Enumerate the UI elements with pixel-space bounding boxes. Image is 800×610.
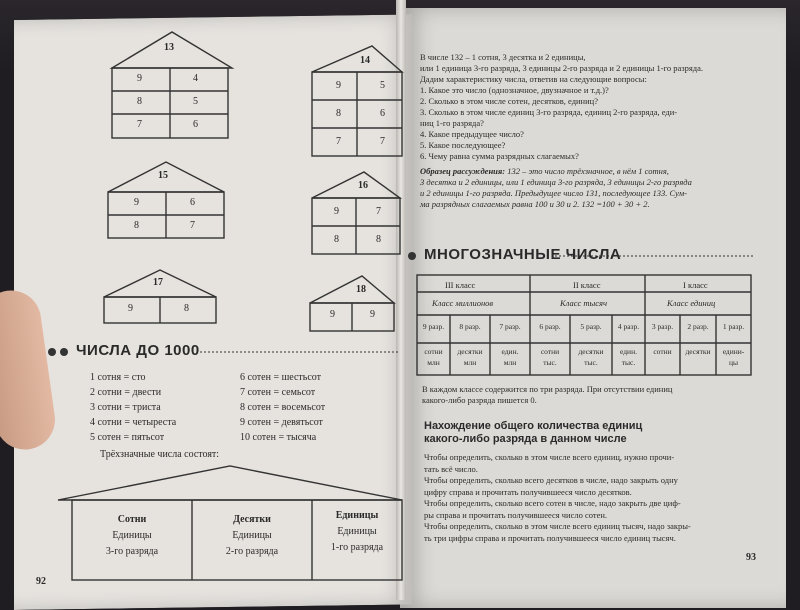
cell: 9 [128, 303, 133, 314]
column-tens [192, 512, 312, 560]
column-units [312, 508, 402, 556]
note-line: какого-либо разряда пишется 0. [422, 395, 537, 405]
column-line: Единицы [337, 526, 377, 537]
rank-label: 8 разр. [459, 322, 481, 331]
cell: 4 [193, 73, 198, 84]
question: 6. Чему равна сумма разрядных слагаемых? [420, 151, 579, 161]
house-top-13: 13 [164, 42, 174, 53]
rank-name: цы [728, 358, 739, 367]
rank-name: десятки [685, 347, 711, 356]
paragraph: В числе 132 – 1 сотня, 3 десятка и 2 единицы, [420, 52, 586, 62]
cell: 8 [376, 234, 381, 245]
rule-line: ры справа и прочитать получившееся число сотен. [424, 509, 608, 520]
house-top-15: 15 [158, 170, 168, 181]
column-line: 1-го разряда [330, 542, 384, 553]
cell: 9 [334, 206, 339, 217]
list-item: 7 сотен = семьсот [240, 387, 316, 398]
list-item: 1 сотня = сто [90, 372, 146, 383]
rank-name: тыс. [621, 358, 636, 367]
question: 3. Сколько в этом числе единиц 3-го разряда, единиц 2-го разряда, еди- [420, 107, 678, 117]
section-title-numbers-to-1000: ЧИСЛА ДО 1000 [76, 342, 200, 359]
rank-name: млн [503, 358, 517, 367]
rank-name: едини- [722, 347, 745, 356]
cell: 9 [330, 309, 335, 320]
class-label: I класс [683, 280, 708, 290]
note [422, 384, 762, 406]
cell: 7 [376, 206, 381, 217]
rank-name: млн [427, 358, 440, 367]
sample-head: Образец рассуждения: [420, 166, 506, 176]
rule-line: ть три цифры справа и прочитать получившееся число единиц тысяч. [424, 532, 676, 543]
rank-label: 5 разр. [580, 322, 602, 331]
rule-line: Чтобы определить, сколько в этом числе всего единиц, нужно прочи- [424, 452, 675, 462]
question: ниц 1-го разряда? [420, 118, 484, 128]
rank-name: млн [463, 358, 477, 367]
rank-label: 6 разр. [539, 322, 561, 331]
subtitle-line: Нахождение общего количества единиц [424, 420, 643, 432]
house-roof-16 [312, 172, 400, 198]
sample-reasoning [420, 166, 760, 177]
column-line: Единицы [112, 530, 152, 541]
cell: 8 [134, 220, 139, 231]
cell: 9 [370, 309, 375, 320]
column-head: Сотни [117, 514, 147, 525]
rank-name: един. [620, 347, 637, 356]
rank-name: тыс. [584, 358, 598, 367]
house-roof-18 [310, 276, 394, 303]
rank-label: 3 разр. [651, 322, 674, 331]
rank-name: сотни [653, 347, 672, 356]
rank-name: тыс. [543, 358, 557, 367]
cell: 9 [336, 80, 341, 91]
cell: 7 [137, 119, 142, 130]
hundreds-list-right [240, 370, 325, 445]
column-line: 2-го разряда [225, 546, 279, 557]
rank-label: 9 разр. [422, 322, 445, 331]
list-item: 9 сотен = девятьсот [240, 417, 323, 428]
hundreds-list-left [90, 370, 176, 445]
rank-label: 1 разр. [722, 322, 745, 331]
subsection-title [424, 420, 642, 446]
rank-name: сотни [540, 347, 560, 356]
list-item: 8 сотен = восемьсот [240, 402, 326, 413]
big-house-roof [58, 466, 402, 500]
cell: 8 [336, 108, 341, 119]
cell: 9 [134, 197, 139, 208]
rank-name: десятки [457, 347, 483, 356]
column-hundreds [72, 512, 192, 560]
question: 5. Какое последующее? [420, 140, 506, 150]
rank-name: десятки [578, 347, 604, 356]
section-title-multidigit: МНОГОЗНАЧНЫЕ ЧИСЛА [424, 246, 622, 263]
subtitle-line: какого-либо разряда в данном числе [424, 433, 627, 445]
rule-line: тать всё число. [424, 463, 478, 474]
rule-line: Чтобы определить, сколько всего десятков в числе, надо закрыть одну [424, 475, 678, 485]
list-item: 5 сотен = пятьсот [90, 432, 165, 443]
column-head: Единицы [335, 510, 379, 521]
sample-line: ма разрядных слагаемых равна 100 и 30 и 2. 132 =100 + 30 + 2. [420, 199, 650, 209]
three-digit-label: Трёхзначные числа состоят: [100, 449, 220, 460]
class-name: Класс тысяч [560, 298, 608, 308]
right-intro [420, 52, 760, 210]
cell: 7 [380, 136, 385, 147]
rule-line: Чтобы определить, сколько в этом числе всего единиц тысяч, надо закры- [424, 521, 691, 531]
cell: 6 [193, 119, 198, 130]
house-roof-14 [312, 46, 402, 72]
cell: 6 [380, 108, 385, 119]
cell: 8 [184, 303, 189, 314]
list-item: 10 сотен = тысяча [240, 432, 317, 443]
house-top-17: 17 [153, 277, 163, 288]
column-head: Десятки [233, 514, 271, 525]
sample-line: и 2 единицы 1-го разряда. Предыдущее число 131, последующее 133. Сум- [420, 188, 687, 198]
cell: 8 [137, 96, 142, 107]
note-line: В каждом классе содержится по три разряда. При отсутствии единиц [422, 384, 673, 394]
rule-line: цифру справа и прочитать получившееся число десятков. [424, 486, 632, 497]
house-top-16: 16 [358, 180, 368, 191]
question: 2. Сколько в этом числе сотен, десятков, единиц? [420, 96, 598, 106]
question: 1. Какое это число (однозначное, двузначное и т.д.)? [420, 85, 609, 95]
rank-name: сотни [424, 347, 443, 356]
rank-label: 7 разр. [499, 322, 521, 331]
paragraph: или 1 единица 3-го разряда, 3 единицы 2-го разряда и 2 единицы 1-го разряда. [420, 63, 703, 73]
sample-line: 3 десятка и 2 единицы, или 1 единица 3-го разряда, 3 единицы 2-го разряда [420, 177, 692, 187]
class-label: II класс [573, 280, 601, 290]
column-line: Единицы [232, 530, 272, 541]
cell: 7 [190, 220, 195, 231]
paragraph: Дадим характеристику числа, ответив на следующие вопросы: [420, 74, 647, 84]
class-name: Класс миллионов [432, 298, 494, 308]
rank-name: един. [501, 347, 519, 356]
cell: 5 [380, 80, 385, 91]
list-item: 4 сотни = четыреста [90, 417, 177, 428]
rules [424, 452, 764, 544]
class-name: Класс единиц [667, 298, 716, 308]
list-item: 6 сотен = шестьсот [240, 372, 322, 383]
cell: 7 [336, 136, 341, 147]
page-number-left: 92 [36, 576, 46, 587]
rule-line: Чтобы определить, сколько всего сотен в числе, надо закрыть две циф- [424, 498, 681, 508]
column-line: 3-го разряда [105, 546, 159, 557]
list-item: 2 сотни = двести [90, 387, 162, 398]
rank-label: 2 разр. [687, 322, 709, 331]
house-top-14: 14 [360, 55, 370, 66]
cell: 8 [334, 234, 339, 245]
list-item: 3 сотни = триста [90, 402, 161, 413]
class-label: III класс [445, 280, 476, 290]
cell: 9 [137, 73, 142, 84]
house-top-18: 18 [356, 284, 366, 295]
question: 4. Какое предыдущее число? [420, 129, 524, 139]
cell: 6 [190, 197, 195, 208]
sample-line: 132 – это число трёхзначное, в нём 1 сотня, [507, 166, 669, 176]
rank-label: 4 разр. [617, 322, 640, 331]
cell: 5 [193, 96, 198, 107]
page-number-right: 93 [746, 552, 756, 563]
